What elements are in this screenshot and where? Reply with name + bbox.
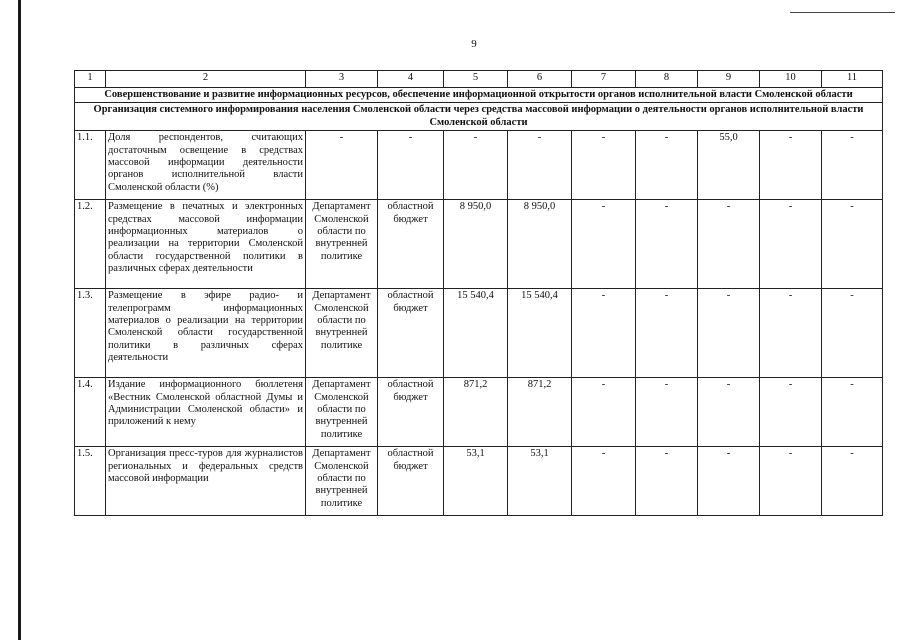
row-value-5: -	[444, 131, 508, 200]
row-value-10: -	[760, 378, 822, 447]
row-value-11: -	[822, 131, 883, 200]
row-source: областной бюджет	[378, 200, 444, 289]
row-number: 1.1.	[75, 131, 106, 200]
column-number-row	[75, 71, 883, 88]
column-header: 6	[508, 71, 572, 88]
row-value-6: 15 540,4	[508, 289, 572, 378]
column-header: 9	[698, 71, 760, 88]
top-right-rule	[790, 12, 895, 13]
row-value-7: -	[572, 200, 636, 289]
row-executor: Департамент Смоленской области по внутренней политике	[306, 200, 378, 289]
row-value-11: -	[822, 447, 883, 516]
row-source: областной бюджет	[378, 289, 444, 378]
row-value-10: -	[760, 200, 822, 289]
row-value-7: -	[572, 131, 636, 200]
page-number: 9	[471, 38, 477, 50]
row-value-6: 871,2	[508, 378, 572, 447]
table-row	[75, 200, 883, 289]
row-value-6: 8 950,0	[508, 200, 572, 289]
row-description: Размещение в печатных и электронных средствах массовой информации информационных материалов о реализации на территории Смоленской области государственной политики в различных сферах деятельности	[106, 200, 306, 289]
left-margin-bar	[18, 0, 21, 640]
column-header: 2	[106, 71, 306, 88]
subsection-title: Организация системного информирования населения Смоленской области через средства массовой информации о деятельности органов исполнительной власти Смоленской области	[75, 103, 883, 131]
table-row	[75, 378, 883, 447]
row-value-11: -	[822, 378, 883, 447]
column-header: 5	[444, 71, 508, 88]
program-table	[74, 70, 883, 516]
section-row	[75, 88, 883, 103]
row-value-7: -	[572, 378, 636, 447]
row-value-8: -	[636, 289, 698, 378]
table-row	[75, 447, 883, 516]
row-value-10: -	[760, 447, 822, 516]
row-value-7: -	[572, 289, 636, 378]
section-title: Совершенствование и развитие информационных ресурсов, обеспечение информационной открытости органов исполнительной власти Смоленской области	[75, 88, 883, 103]
row-number: 1.2.	[75, 200, 106, 289]
subsection-row	[75, 103, 883, 131]
row-value-5: 53,1	[444, 447, 508, 516]
row-value-11: -	[822, 200, 883, 289]
row-value-9: -	[698, 289, 760, 378]
row-value-9: -	[698, 200, 760, 289]
column-header: 4	[378, 71, 444, 88]
row-description: Доля респондентов, считающих достаточным освещение в средствах массовой информации деятельности органов исполнительной власти Смоленской области (%)	[106, 131, 306, 200]
column-header: 1	[75, 71, 106, 88]
row-executor: -	[306, 131, 378, 200]
row-number: 1.3.	[75, 289, 106, 378]
row-value-6: -	[508, 131, 572, 200]
row-value-8: -	[636, 378, 698, 447]
row-value-5: 15 540,4	[444, 289, 508, 378]
row-value-6: 53,1	[508, 447, 572, 516]
table-row	[75, 131, 883, 200]
row-source: областной бюджет	[378, 447, 444, 516]
row-source: -	[378, 131, 444, 200]
row-value-10: -	[760, 131, 822, 200]
row-value-8: -	[636, 200, 698, 289]
row-value-9: -	[698, 447, 760, 516]
column-header: 7	[572, 71, 636, 88]
column-header: 11	[822, 71, 883, 88]
row-executor: Департамент Смоленской области по внутренней политике	[306, 447, 378, 516]
row-value-8: -	[636, 447, 698, 516]
row-value-5: 8 950,0	[444, 200, 508, 289]
column-header: 10	[760, 71, 822, 88]
row-description: Размещение в эфире радио- и телепрограмм информационных материалов о реализации на территории Смоленской области государственной политики в различных сферах деятельности	[106, 289, 306, 378]
row-description: Издание информационного бюллетеня «Вестник Смоленской областной Думы и Администрации Смоленской области» и приложений к нему	[106, 378, 306, 447]
row-value-10: -	[760, 289, 822, 378]
row-executor: Департамент Смоленской области по внутренней политике	[306, 289, 378, 378]
row-value-7: -	[572, 447, 636, 516]
column-header: 3	[306, 71, 378, 88]
row-value-8: -	[636, 131, 698, 200]
row-value-5: 871,2	[444, 378, 508, 447]
row-value-9: -	[698, 378, 760, 447]
row-executor: Департамент Смоленской области по внутренней политике	[306, 378, 378, 447]
column-header: 8	[636, 71, 698, 88]
row-value-9: 55,0	[698, 131, 760, 200]
row-description: Организация пресс-туров для журналистов региональных и федеральных средств массовой информации	[106, 447, 306, 516]
table-row	[75, 289, 883, 378]
row-number: 1.5.	[75, 447, 106, 516]
row-source: областной бюджет	[378, 378, 444, 447]
row-number: 1.4.	[75, 378, 106, 447]
row-value-11: -	[822, 289, 883, 378]
